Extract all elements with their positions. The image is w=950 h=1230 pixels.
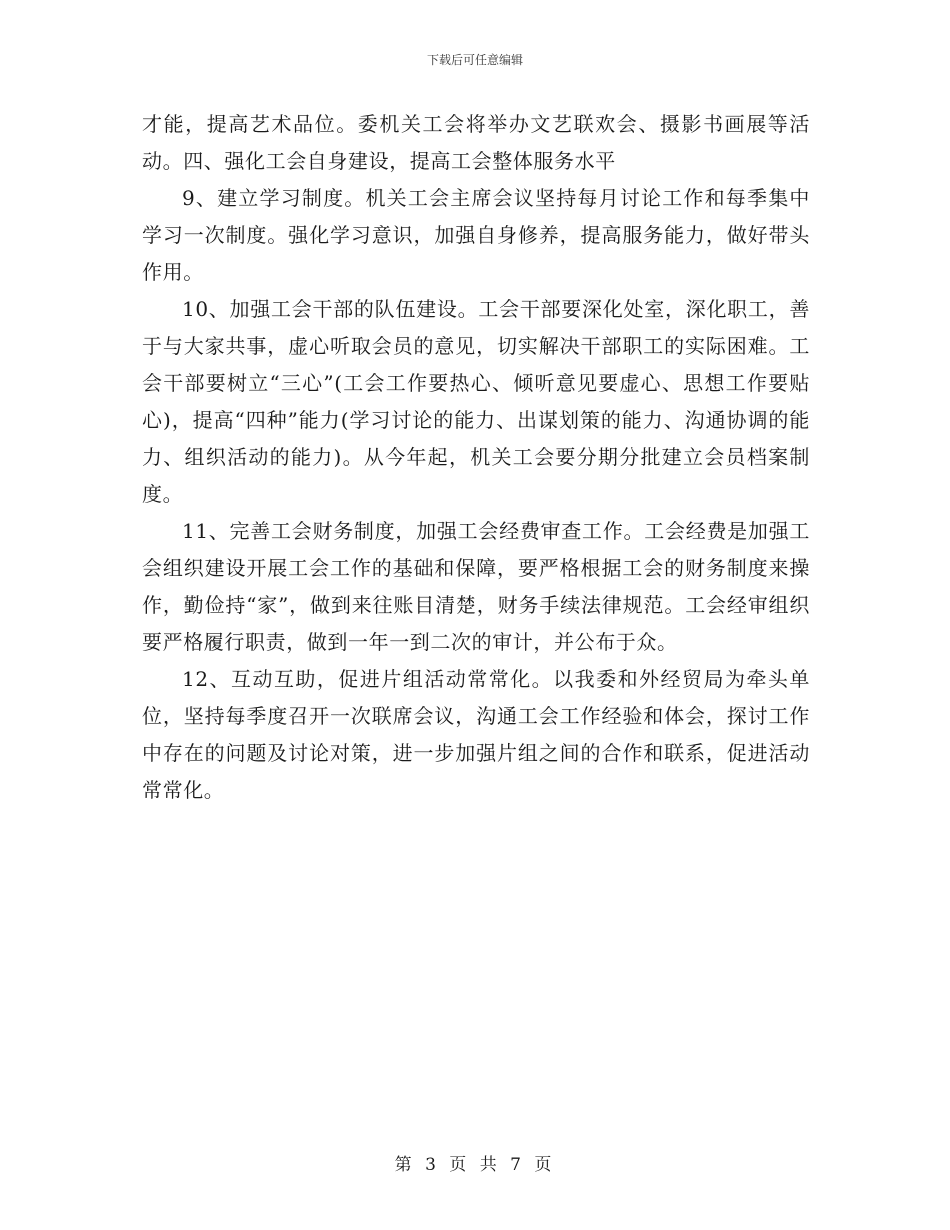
paragraph-item-11: 11、完善工会财务制度，加强工会经费审查工作。工会经费是加强工会组织建设开展工会工作的基础和保障，要严格根据工会的财务制度来操作，勤俭持“家”，做到来往账目清楚，财务手续法律规范。工会经审组织要严格履行职责，做到一年一到二次的审计，并公布于众。	[142, 519, 810, 654]
paragraph-continuation: 才能，提高艺术品位。委机关工会将举办文艺联欢会、摄影书画展等活动。四、强化工会自身建设，提高工会整体服务水平	[142, 112, 810, 173]
page-footer-page-number: 第 3 页 共 7 页	[394, 1155, 556, 1175]
paragraph-item-9: 9、建立学习制度。机关工会主席会议坚持每月讨论工作和每季集中学习一次制度。强化学习意识，加强自身修养，提高服务能力，做好带头作用。	[142, 186, 810, 284]
page-header: 下载后可任意编辑	[426, 53, 523, 67]
document-body	[142, 106, 810, 809]
paragraph-item-12: 12、互动互助，促进片组活动常常化。以我委和外经贸局为牵头单位，坚持每季度召开一次联席会议，沟通工会工作经验和体会，探讨工作中存在的问题及讨论对策，进一步加强片组之间的合作和联系，促进活动常常化。	[142, 667, 810, 802]
paragraph-item-10: 10、加强工会干部的队伍建设。工会干部要深化处室，深化职工，善于与大家共事，虚心听取会员的意见，切实解决干部职工的实际困难。工会干部要树立“三心”(工会工作要热心、倾听意见要虚心、思想工作要贴心)，提高“四种”能力(学习讨论的能力、出谋划策的能力、沟通协调的能力、组织活动的能力)。从今年起，机关工会要分期分批建立会员档案制度。	[142, 297, 810, 506]
